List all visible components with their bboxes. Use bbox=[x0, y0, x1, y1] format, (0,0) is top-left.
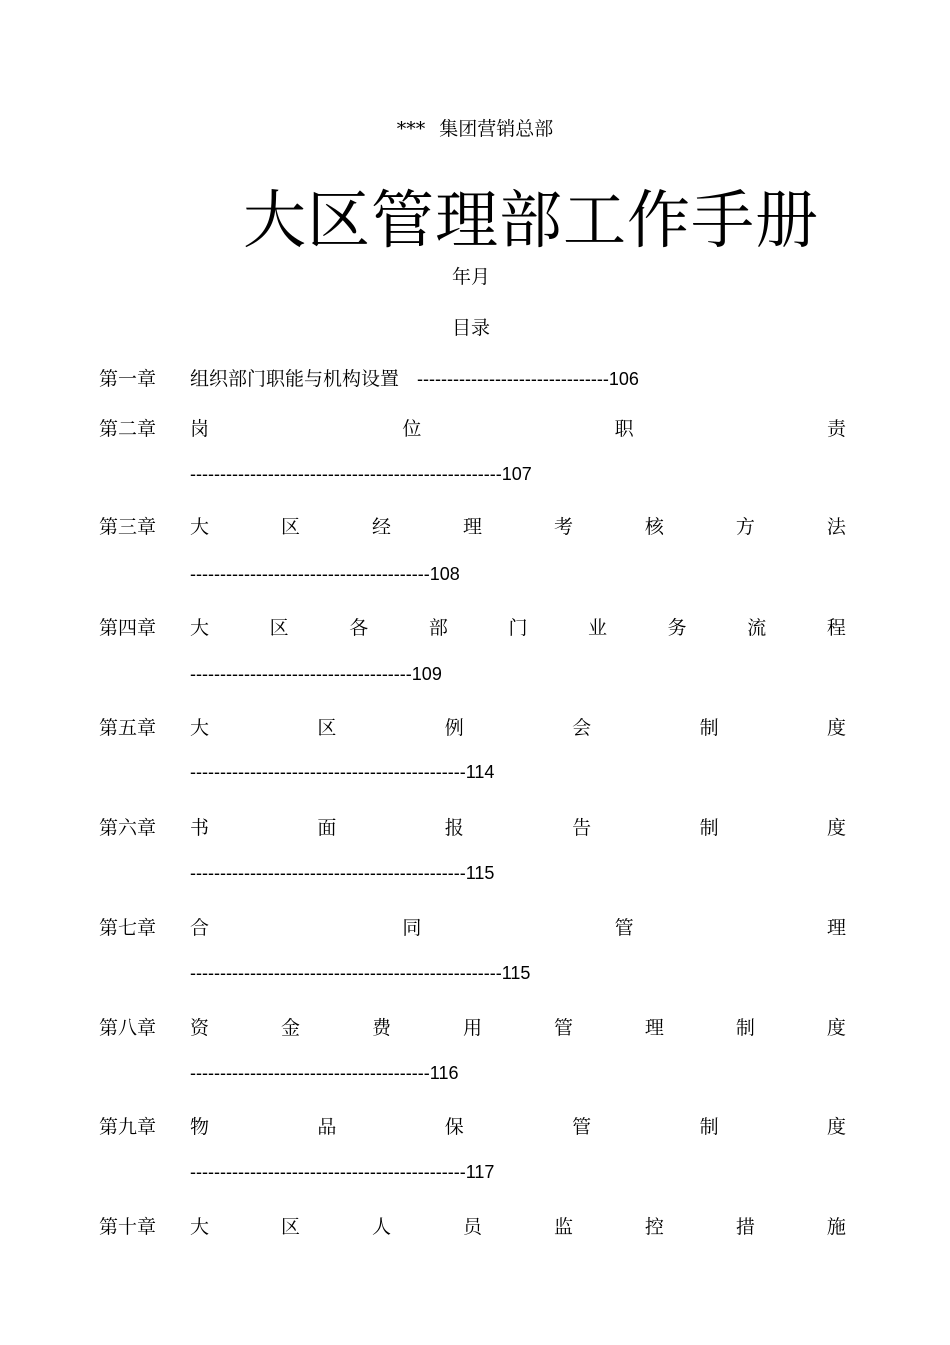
toc-chapter-5: 第五章 bbox=[99, 717, 157, 739]
toc-leader-9: ---------------------------------------------- bbox=[190, 1162, 466, 1182]
toc-title-5-char: 制 bbox=[699, 717, 719, 739]
toc-chapter-6: 第六章 bbox=[99, 817, 157, 839]
toc-title-7-char: 合 bbox=[190, 917, 210, 939]
toc-leader-row-8 bbox=[190, 1063, 458, 1084]
toc-title-4-char: 门 bbox=[508, 617, 528, 639]
toc-title-3-char: 大 bbox=[190, 516, 210, 538]
toc-title-4-char: 流 bbox=[747, 617, 767, 639]
toc-title-4-char: 程 bbox=[826, 617, 846, 639]
toc-title-6-char: 书 bbox=[190, 817, 210, 839]
toc-title-8-char: 理 bbox=[644, 1017, 664, 1039]
toc-title-10-char: 员 bbox=[462, 1216, 482, 1238]
toc-title-3-char: 方 bbox=[735, 516, 755, 538]
toc-title-5-char: 会 bbox=[572, 717, 592, 739]
toc-leader-6: ---------------------------------------------- bbox=[190, 863, 466, 883]
toc-title-2 bbox=[190, 414, 846, 441]
toc-title-5-char: 区 bbox=[317, 717, 337, 739]
toc-title-9-char: 品 bbox=[317, 1116, 337, 1138]
toc-page-5: 114 bbox=[465, 762, 495, 782]
toc-leader-row-7 bbox=[190, 963, 530, 984]
toc-title-10-char: 监 bbox=[553, 1216, 573, 1238]
toc-title-5-char: 大 bbox=[190, 717, 210, 739]
toc-title-8-char: 管 bbox=[553, 1017, 573, 1039]
toc-leader-row-2 bbox=[190, 464, 532, 485]
toc-title-9 bbox=[190, 1112, 846, 1139]
toc-chapter-2: 第二章 bbox=[99, 418, 157, 440]
toc-chapter-4: 第四章 bbox=[99, 617, 157, 639]
toc-title-10-char: 措 bbox=[735, 1216, 755, 1238]
toc-title-4-char: 业 bbox=[588, 617, 608, 639]
toc-title-7 bbox=[190, 913, 846, 940]
toc-title-4-char: 各 bbox=[349, 617, 369, 639]
toc-title-2-char: 职 bbox=[614, 418, 634, 440]
toc-leader-row-5 bbox=[190, 762, 494, 783]
toc-leader-2: ---------------------------------------------------- bbox=[190, 464, 502, 484]
toc-title-8-char: 费 bbox=[371, 1017, 391, 1039]
toc-page-2: 107 bbox=[501, 464, 532, 484]
toc-title-6-char: 面 bbox=[317, 817, 337, 839]
toc-title-6-char: 制 bbox=[699, 817, 719, 839]
toc-title-2-char: 岗 bbox=[190, 418, 210, 440]
toc-title-5-char: 度 bbox=[826, 717, 846, 739]
toc-leader-8: ---------------------------------------- bbox=[190, 1063, 430, 1083]
toc-title-3-char: 区 bbox=[280, 516, 300, 538]
toc-page-8: 116 bbox=[429, 1063, 459, 1083]
toc-title-4 bbox=[190, 613, 846, 640]
toc-title-3-char: 经 bbox=[371, 516, 391, 538]
toc-title-8-char: 制 bbox=[735, 1017, 755, 1039]
toc-heading: 目录 bbox=[451, 317, 490, 339]
toc-title-3 bbox=[190, 512, 846, 539]
toc-leader-row-9 bbox=[190, 1162, 494, 1183]
header-stars: *** bbox=[396, 118, 426, 140]
toc-entry-1 bbox=[190, 364, 639, 391]
toc-page-7: 115 bbox=[501, 963, 531, 983]
toc-title-6 bbox=[190, 813, 846, 840]
toc-chapter-10: 第十章 bbox=[99, 1216, 157, 1238]
toc-title-7-char: 理 bbox=[826, 917, 846, 939]
toc-page-3: 108 bbox=[429, 564, 460, 584]
toc-leader-4: ------------------------------------- bbox=[190, 664, 412, 684]
toc-chapter-3: 第三章 bbox=[99, 516, 157, 538]
toc-title-8-char: 用 bbox=[462, 1017, 482, 1039]
document-header bbox=[0, 114, 950, 141]
toc-title-10 bbox=[190, 1212, 846, 1239]
toc-title-8 bbox=[190, 1013, 846, 1040]
toc-title-10-char: 人 bbox=[371, 1216, 391, 1238]
toc-chapter-7: 第七章 bbox=[99, 917, 157, 939]
toc-leader-1: -------------------------------- bbox=[417, 369, 609, 389]
toc-title-7-char: 同 bbox=[402, 917, 422, 939]
toc-title-5 bbox=[190, 713, 846, 740]
toc-title-10-char: 大 bbox=[190, 1216, 210, 1238]
toc-leader-row-4 bbox=[190, 664, 442, 685]
toc-title-3-char: 法 bbox=[826, 516, 846, 538]
toc-title-9-char: 保 bbox=[444, 1116, 464, 1138]
toc-title-6-char: 度 bbox=[826, 817, 846, 839]
toc-title-10-char: 控 bbox=[644, 1216, 664, 1238]
header-org: 集团营销总部 bbox=[439, 118, 554, 140]
toc-page-6: 115 bbox=[465, 863, 495, 883]
toc-leader-row-6 bbox=[190, 863, 494, 884]
toc-title-2-char: 责 bbox=[826, 418, 846, 440]
toc-title-10-char: 区 bbox=[280, 1216, 300, 1238]
toc-title-9-char: 度 bbox=[826, 1116, 846, 1138]
toc-title-8-char: 资 bbox=[190, 1017, 210, 1039]
toc-title-8-char: 度 bbox=[826, 1017, 846, 1039]
toc-title-1: 组织部门职能与机构设置 bbox=[190, 368, 400, 390]
toc-title-6-char: 告 bbox=[572, 817, 592, 839]
toc-title-4-char: 大 bbox=[190, 617, 210, 639]
toc-title-10-char: 施 bbox=[826, 1216, 846, 1238]
toc-leader-5: ---------------------------------------------- bbox=[190, 762, 466, 782]
toc-title-3-char: 理 bbox=[462, 516, 482, 538]
toc-chapter-9: 第九章 bbox=[99, 1116, 157, 1138]
toc-leader-3: ---------------------------------------- bbox=[190, 564, 430, 584]
toc-title-4-char: 区 bbox=[269, 617, 289, 639]
toc-title-2-char: 位 bbox=[402, 418, 422, 440]
toc-title-3-char: 考 bbox=[553, 516, 573, 538]
toc-page-9: 117 bbox=[465, 1162, 495, 1182]
toc-title-4-char: 务 bbox=[667, 617, 687, 639]
toc-chapter-8: 第八章 bbox=[99, 1017, 157, 1039]
toc-chapter-1: 第一章 bbox=[99, 368, 157, 390]
toc-title-4-char: 部 bbox=[428, 617, 448, 639]
toc-leader-row-3 bbox=[190, 564, 460, 585]
toc-page-1: 106 bbox=[608, 369, 639, 389]
toc-title-8-char: 金 bbox=[280, 1017, 300, 1039]
toc-title-9-char: 物 bbox=[190, 1116, 210, 1138]
toc-title-3-char: 核 bbox=[644, 516, 664, 538]
document-title: 大区管理部工作手册 bbox=[243, 184, 819, 257]
toc-leader-7: ---------------------------------------------------- bbox=[190, 963, 502, 983]
toc-title-9-char: 管 bbox=[572, 1116, 592, 1138]
toc-title-6-char: 报 bbox=[444, 817, 464, 839]
toc-title-5-char: 例 bbox=[444, 717, 464, 739]
toc-title-7-char: 管 bbox=[614, 917, 634, 939]
toc-page-4: 109 bbox=[411, 664, 442, 684]
toc-title-9-char: 制 bbox=[699, 1116, 719, 1138]
document-date: 年月 bbox=[451, 266, 490, 288]
